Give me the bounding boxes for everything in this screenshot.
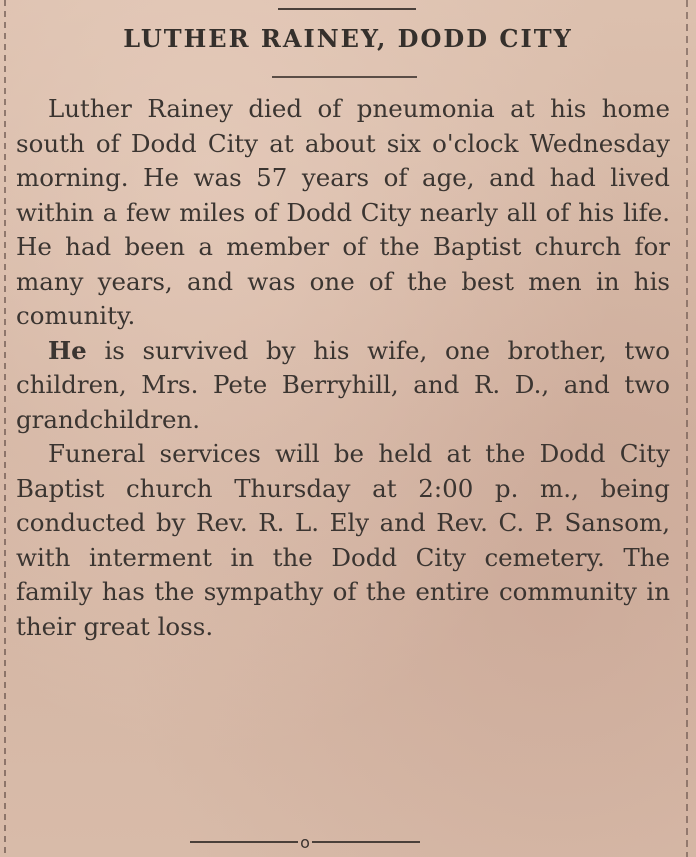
headline-rule [272,76,417,78]
column-rule-left [4,0,6,857]
paragraph-survivors-text: is survived by his wife, one brother, two children, Mrs. Pete Berryhill, and R. D., and two grandchildren. [16,335,671,434]
paragraph-survivors-lead: He [48,335,87,365]
paragraph-death-notice: Luther Rainey died of pneumonia at his home south of Dodd City at about six o'clock Wednesday morning. He was 57 years of age, and had lived within a few miles of Dodd City nearly all of his life. He had been a member of the Baptist church for many years, and was one of the best men in his comunity. [16,94,670,330]
article-body [16,92,670,644]
end-mark-glyph: o [300,832,310,852]
end-of-article-mark [190,832,420,852]
paragraph-survivors [16,334,670,438]
headline: LUTHER RAINEY, DODD CITY [123,24,573,53]
end-rule-right [312,841,420,843]
column-rule-right [686,0,688,857]
top-rule [278,8,416,10]
end-rule-left [190,841,298,843]
paragraph-funeral-services: Funeral services will be held at the Dodd City Baptist church Thursday at 2:00 p. m., being conducted by Rev. R. L. Ely and Rev. C. P. Sansom, with interment in the Dodd City cemetery. The family has the sympathy of the entire community in their great loss. [16,439,670,641]
